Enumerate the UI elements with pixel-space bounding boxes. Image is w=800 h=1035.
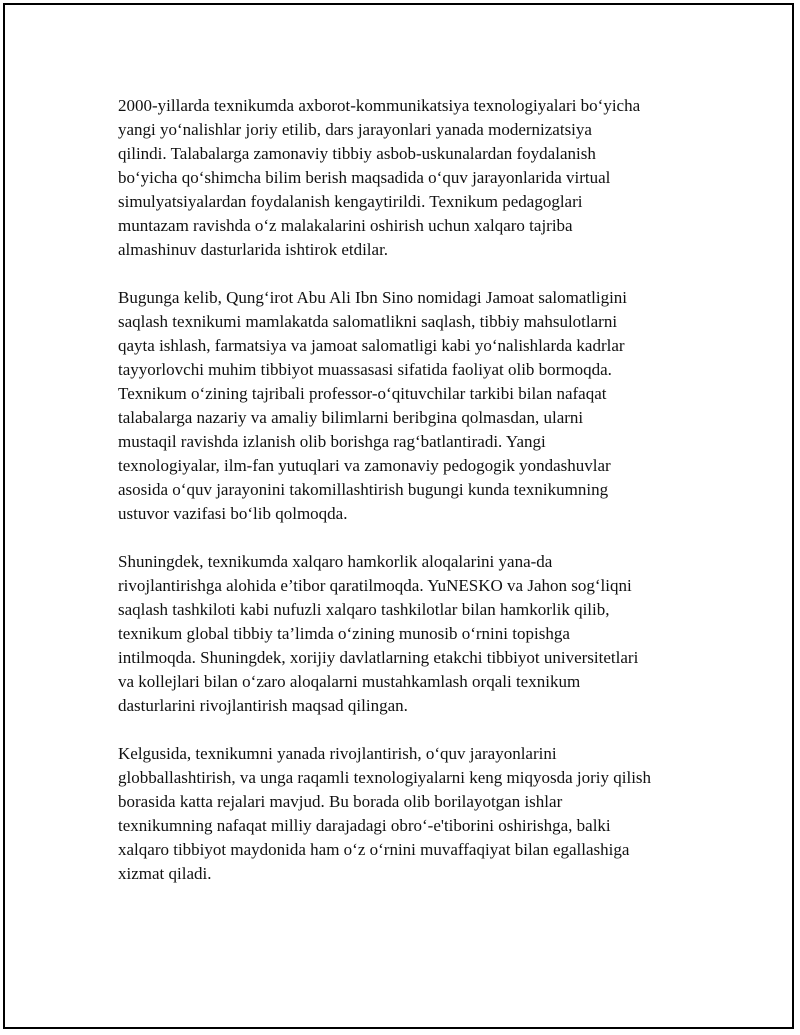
paragraph-1: 2000-yillarda texnikumda axborot-kommunikatsiya texnologiyalari bo‘yicha yangi yo‘nalishlar joriy etilib, dars jarayonlari yanada modernizatsiya qilindi. Talabalarga zamonaviy tibbiy asbob-uskunalardan foydalanish bo‘yicha qo‘shimcha bilim berish maqsadida o‘quv jarayonlarida virtual simulyatsiyalardan foydalanish kengaytirildi. Texnikum pedagoglari muntazam ravishda o‘z malakalarini oshirish uchun xalqaro tajriba almashinuv dasturlarida ishtirok etdilar. (118, 96, 641, 259)
paragraph-3: Shuningdek, texnikumda xalqaro hamkorlik aloqalarini yana-da rivojlantirishga alohida e’tibor qaratilmoqda. YuNESKO va Jahon sog‘liqni saqlash tashkiloti kabi nufuzli xalqaro tashkilotlar bilan hamkorlik qilib, texnikum global tibbiy ta’limda o‘zining munosib o‘rnini topishga intilmoqda. Shuningdek, xorijiy davlatlarning etakchi tibbiyot universitetlari va kollejlari bilan o‘zaro aloqalarni mustahkamlash orqali texnikum dasturlarini rivojlantirish maqsad qilingan. (118, 552, 639, 715)
paragraph-2: Bugunga kelib, Qung‘irot Abu Ali Ibn Sino nomidagi Jamoat salomatligini saqlash texnikumi mamlakatda salomatlikni saqlash, tibbiy mahsulotlarni qayta ishlash, farmatsiya va jamoat salomatligi kabi yo‘nalishlarda kadrlar tayyorlovchi muhim tibbiyot muassasasi sifatida faoliyat olib bormoqda. Texnikum o‘zining tajribali professor-o‘qituvchilar tarkibi bilan nafaqat talabalarga nazariy va amaliy bilimlarni beribgina qolmasdan, ularni mustaqil ravishda izlanish olib borishga rag‘batlantiradi. Yangi texnologiyalar, ilm-fan yutuqlari va zamonaviy pedogogik yondashuvlar asosida o‘quv jarayonini takomillashtirish bugungi kunda texnikumning ustuvor vazifasi bo‘lib qolmoqda. (118, 288, 628, 523)
paragraph-4: Kelgusida, texnikumni yanada rivojlantirish, o‘quv jarayonlarini globballashtirish, va unga raqamli texnologiyalarni keng miqyosda joriy qilish borasida katta rejalari mavjud. Bu borada olib borilayotgan ishlar texnikumning nafaqat milliy darajadagi obro‘-e'tiborini oshirishga, balki xalqaro tibbiyot maydonida ham o‘z o‘rnini muvaffaqiyat bilan egallashiga xizmat qiladi. (118, 744, 652, 883)
document-body (118, 94, 698, 910)
